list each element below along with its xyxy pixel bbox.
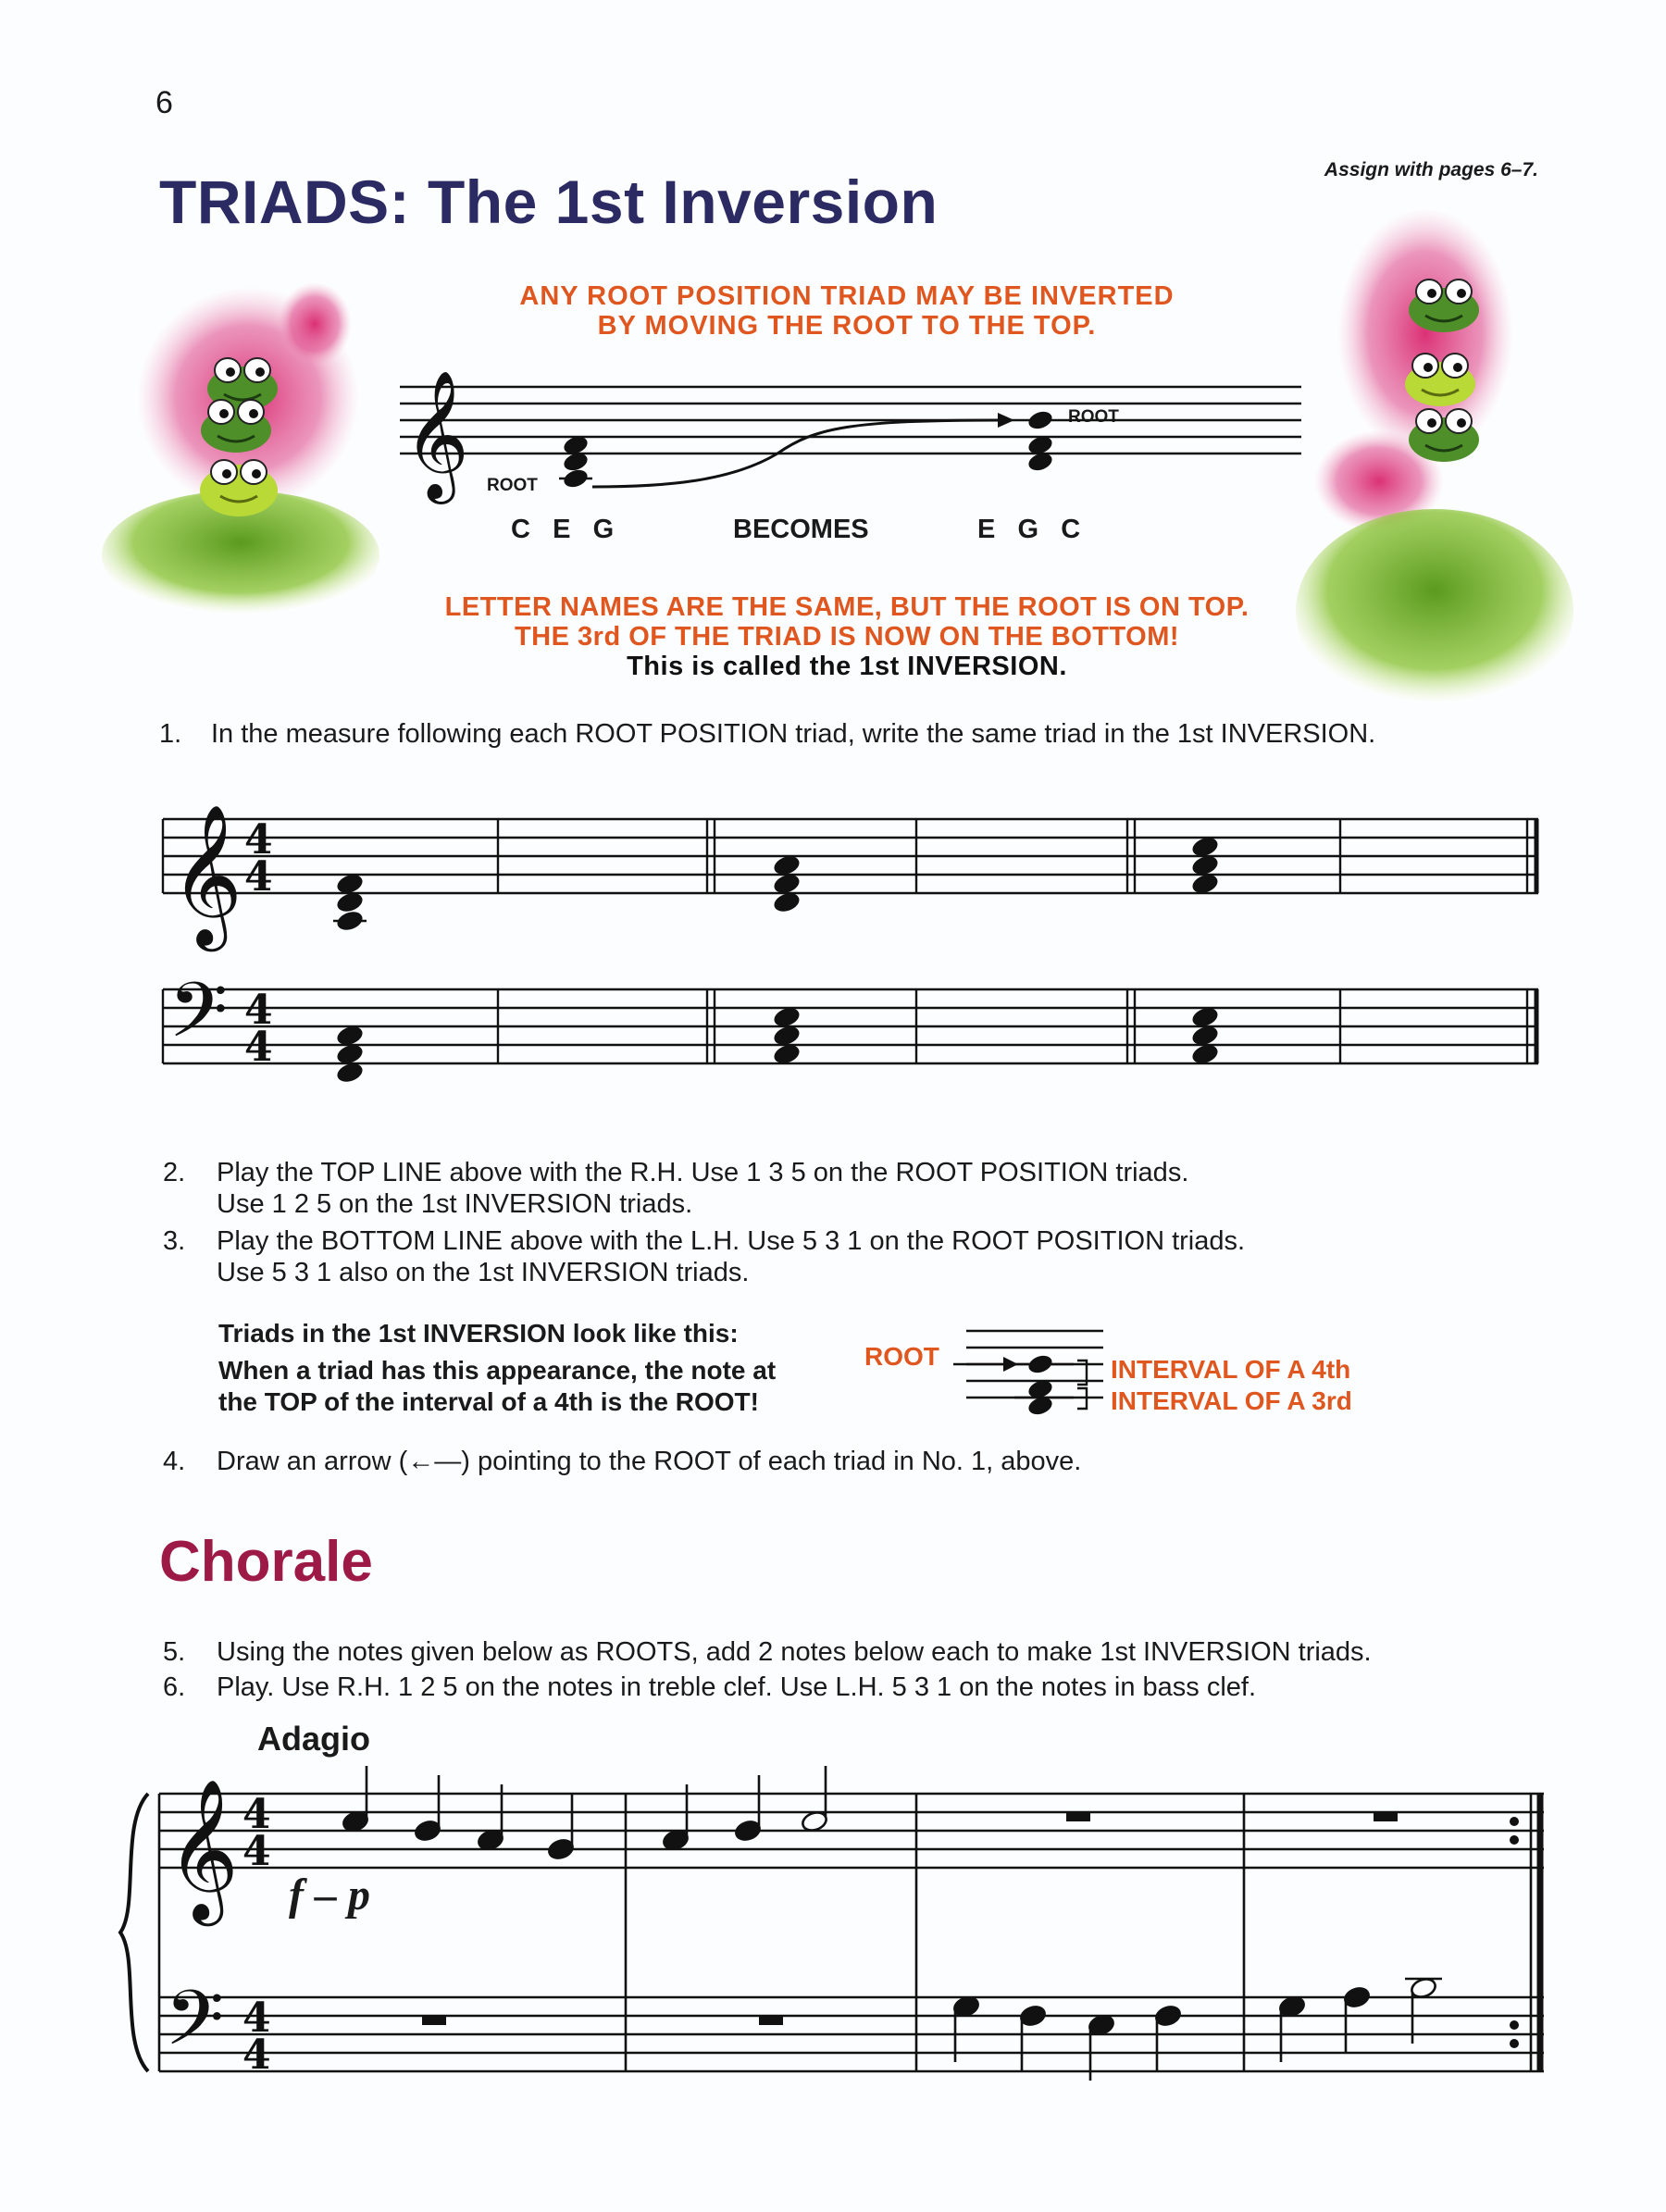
treble-clef-icon: 𝄞 [167,1778,240,1920]
root-label-right: ROOT [1068,407,1119,427]
interval-3rd-label: INTERVAL OF A 3rd [1111,1386,1352,1415]
tempo-marking: Adagio [257,1720,370,1758]
called-line: This is called the 1st INVERSION. [627,652,1067,681]
letters-after: E G C [977,515,1081,544]
repeat-dots [1510,1817,1519,2048]
svg-text:4: 4 [244,853,273,901]
instruction-text: Use 1 2 5 on the 1st INVERSION triads. [217,1189,693,1219]
intro-staff [400,387,1301,454]
intro-chord-first-inversion [1026,409,1054,474]
inversion-example-chord [1003,1353,1054,1418]
result-rule-line: THE 3rd OF THE TRIAD IS NOW ON THE BOTTOM! [514,622,1180,652]
svg-text:4: 4 [244,1024,273,1071]
inversion-root-label: ROOT [864,1342,939,1371]
intro-chord-root-position [559,434,592,491]
exercise-bass-staff [163,989,1538,1063]
time-signature [244,987,273,1071]
instruction-number: 3. [163,1226,186,1256]
time-signature [242,1791,271,2079]
instruction-text: Play the BOTTOM LINE above with the L.H. Use 5 3 1 on the ROOT POSITION triads. [217,1226,1246,1256]
chorale-title: Chorale [159,1530,373,1594]
inversion-box-line: When a triad has this appearance, the note at [218,1356,777,1385]
instruction-number: 5. [163,1637,186,1667]
treble-clef-icon: 𝄞 [170,803,243,946]
chorale-barlines [159,1794,1540,2071]
chorale-treble-notes [342,1766,829,1861]
root-label-left: ROOT [487,476,538,495]
frog-stack-illustration [1296,208,1573,713]
chorale-bass-notes [952,1976,1442,2081]
svg-text:4: 4 [244,987,273,1034]
time-signature [244,816,273,901]
inversion-box-line: the TOP of the interval of a 4th is the ROOT! [218,1387,759,1416]
instruction-text: Using the notes given below as ROOTS, add 2 notes below each to make 1st INVERSION triads. [217,1637,1372,1667]
instruction-text: Use 5 3 1 also on the 1st INVERSION triads. [217,1258,750,1287]
becomes-label: BECOMES [733,515,869,544]
bass-clef-icon: 𝄢 [168,965,229,1074]
svg-text:4: 4 [242,2032,271,2079]
grand-staff-brace [120,1794,148,2071]
page-title: TRIADS: The 1st Inversion [159,168,939,236]
inversion-box-line: Triads in the 1st INVERSION look like this: [218,1319,739,1348]
treble-clef-icon: 𝄞 [404,370,469,499]
instruction-text: Draw an arrow (←—) pointing to the ROOT of each triad in No. 1, above. [217,1447,1082,1476]
assign-note: Assign with pages 6–7. [1324,159,1538,180]
intro-rule-line: BY MOVING THE ROOT TO THE TOP. [597,311,1097,341]
instruction-number: 2. [163,1158,186,1187]
dynamic-marking: f – p [289,1870,370,1920]
bass-clef-icon: 𝄢 [165,1973,225,2082]
instruction-text: Play the TOP LINE above with the R.H. Use 1 3 5 on the ROOT POSITION triads. [217,1158,1189,1187]
svg-text:4: 4 [242,1995,271,2042]
inversion-arrow [592,413,1014,487]
svg-text:4: 4 [242,1791,271,1838]
frog-stack-illustration [102,282,379,620]
letters-before: C E G [511,515,615,544]
exercise-treble-staff [163,819,1538,893]
page-number: 6 [155,85,173,120]
result-rule-line: LETTER NAMES ARE THE SAME, BUT THE ROOT IS ON TOP. [444,592,1250,622]
svg-text:4: 4 [242,1828,271,1875]
interval-4th-label: INTERVAL OF A 4th [1111,1355,1351,1384]
exercise-treble-chords [333,835,1220,933]
intro-rule-line: ANY ROOT POSITION TRIAD MAY BE INVERTED [519,281,1175,311]
instruction-number: 6. [163,1672,186,1702]
instruction-text: Play. Use R.H. 1 2 5 on the notes in treble clef. Use L.H. 5 3 1 on the notes in bass clef. [217,1672,1257,1702]
instruction-number: 1. [159,719,182,749]
instruction-number: 4. [163,1447,186,1476]
chorale-bass-staff [159,1997,1544,2071]
svg-text:4: 4 [244,816,273,864]
interval-brackets [1077,1361,1087,1409]
instruction-text: In the measure following each ROOT POSITION triad, write the same triad in the 1st INVERSION. [211,719,1376,749]
